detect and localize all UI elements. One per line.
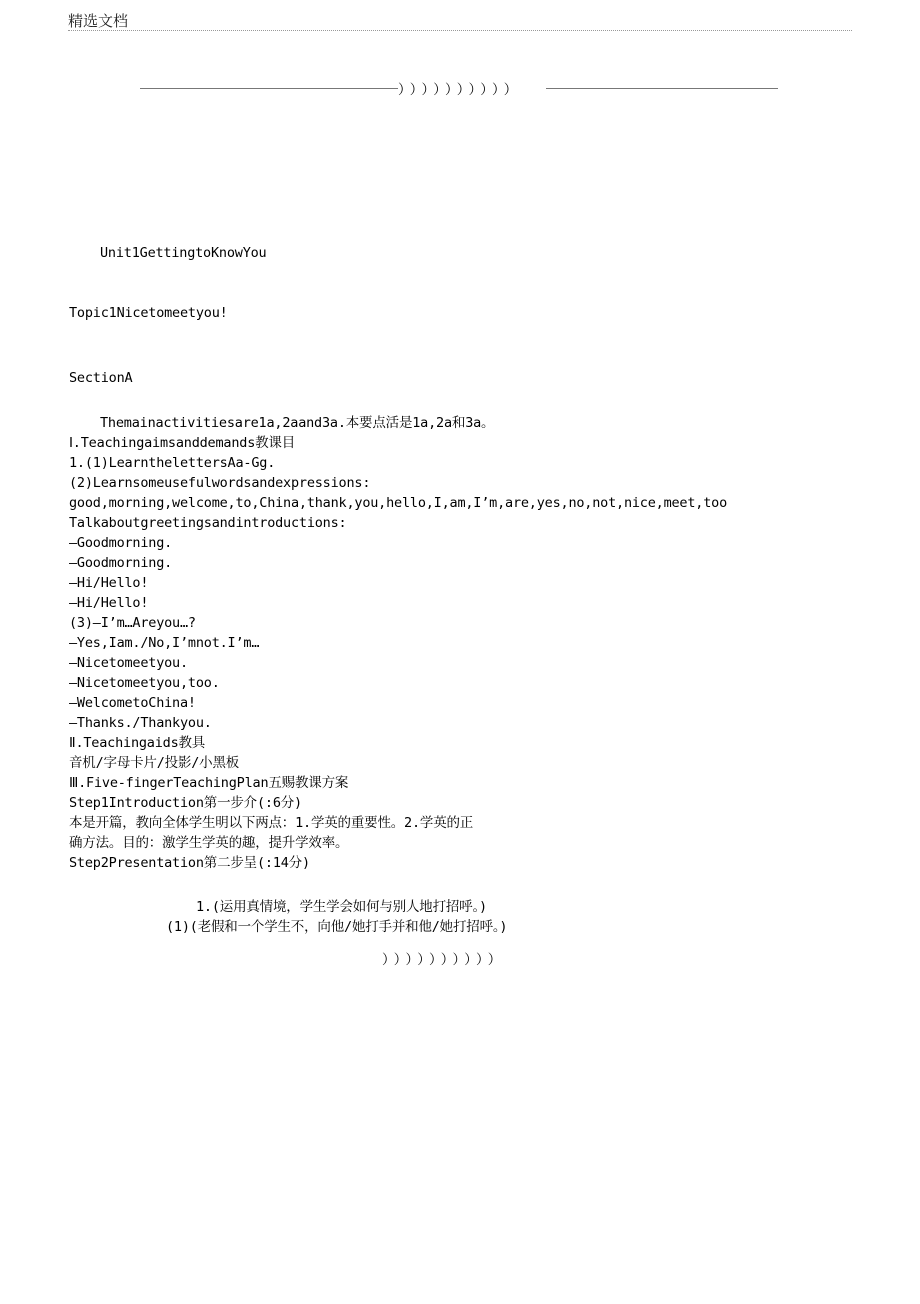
body-line: —Hi/Hello!: [69, 575, 149, 591]
body-line: 音机/字母卡片/投影/小黑板: [69, 755, 240, 771]
body-line: Step2Presentation第二步呈(:14分): [69, 855, 310, 871]
body-line: Step1Introduction第一步介(:6分): [69, 795, 302, 811]
body-line: Ⅲ.Five-fingerTeachingPlan五赐教课方案: [69, 775, 349, 791]
top-rule-left: [140, 88, 398, 89]
page-header-label: 精选文档: [68, 12, 129, 30]
body-line: Themainactivitiesare1a,2aand3a.本要点活是1a,2a和3a。: [100, 415, 495, 431]
body-line: —Hi/Hello!: [69, 595, 149, 611]
body-line: —Nicetomeetyou.: [69, 655, 188, 671]
top-paren-row: ））））））））））: [398, 82, 523, 98]
body-line: Ⅱ.Teachingaids教具: [69, 735, 206, 751]
body-line: Talkaboutgreetingsandintroductions:: [69, 515, 347, 531]
unit-title: Unit1GettingtoKnowYou: [100, 245, 267, 261]
body-line: —Thanks./Thankyou.: [69, 715, 212, 731]
step2-item-1-sub: (1)(老假和一个学生不，向他/她打手并和他/她打招呼。): [166, 919, 508, 935]
body-line: Ⅰ.Teachingaimsanddemands教课目: [69, 435, 296, 451]
body-line: (3)—I’m…Areyou…?: [69, 615, 196, 631]
body-line: —Nicetomeetyou,too.: [69, 675, 220, 691]
bottom-paren-row: ））））））））））: [382, 952, 507, 968]
body-line: (2)Learnsomeusefulwordsandexpressions:: [69, 475, 371, 491]
top-rule-right: [546, 88, 778, 89]
body-line: —Goodmorning.: [69, 535, 173, 551]
body-line: good,morning,welcome,to,China,thank,you,hello,I,am,I’m,are,yes,no,not,nice,meet,too: [69, 495, 727, 511]
body-line: 1.(1)LearnthelettersAa-Gg.: [69, 455, 276, 471]
body-line: 确方法。目的：激学生学英的趣，提升学效率。: [69, 835, 349, 851]
body-line: —Goodmorning.: [69, 555, 173, 571]
body-line: 本是开篇，教向全体学生明以下两点：1.学英的重要性。2.学英的正: [69, 815, 474, 831]
header-divider: [68, 30, 852, 31]
body-line: —Yes,Iam./No,I’mnot.I’m…: [69, 635, 260, 651]
body-line: —WelcometoChina!: [69, 695, 196, 711]
section-title: SectionA: [69, 370, 133, 386]
topic-title: Topic1Nicetomeetyou!: [69, 305, 228, 321]
step2-item-1: 1.(运用真情境，学生学会如何与别人地打招呼。): [196, 899, 487, 915]
